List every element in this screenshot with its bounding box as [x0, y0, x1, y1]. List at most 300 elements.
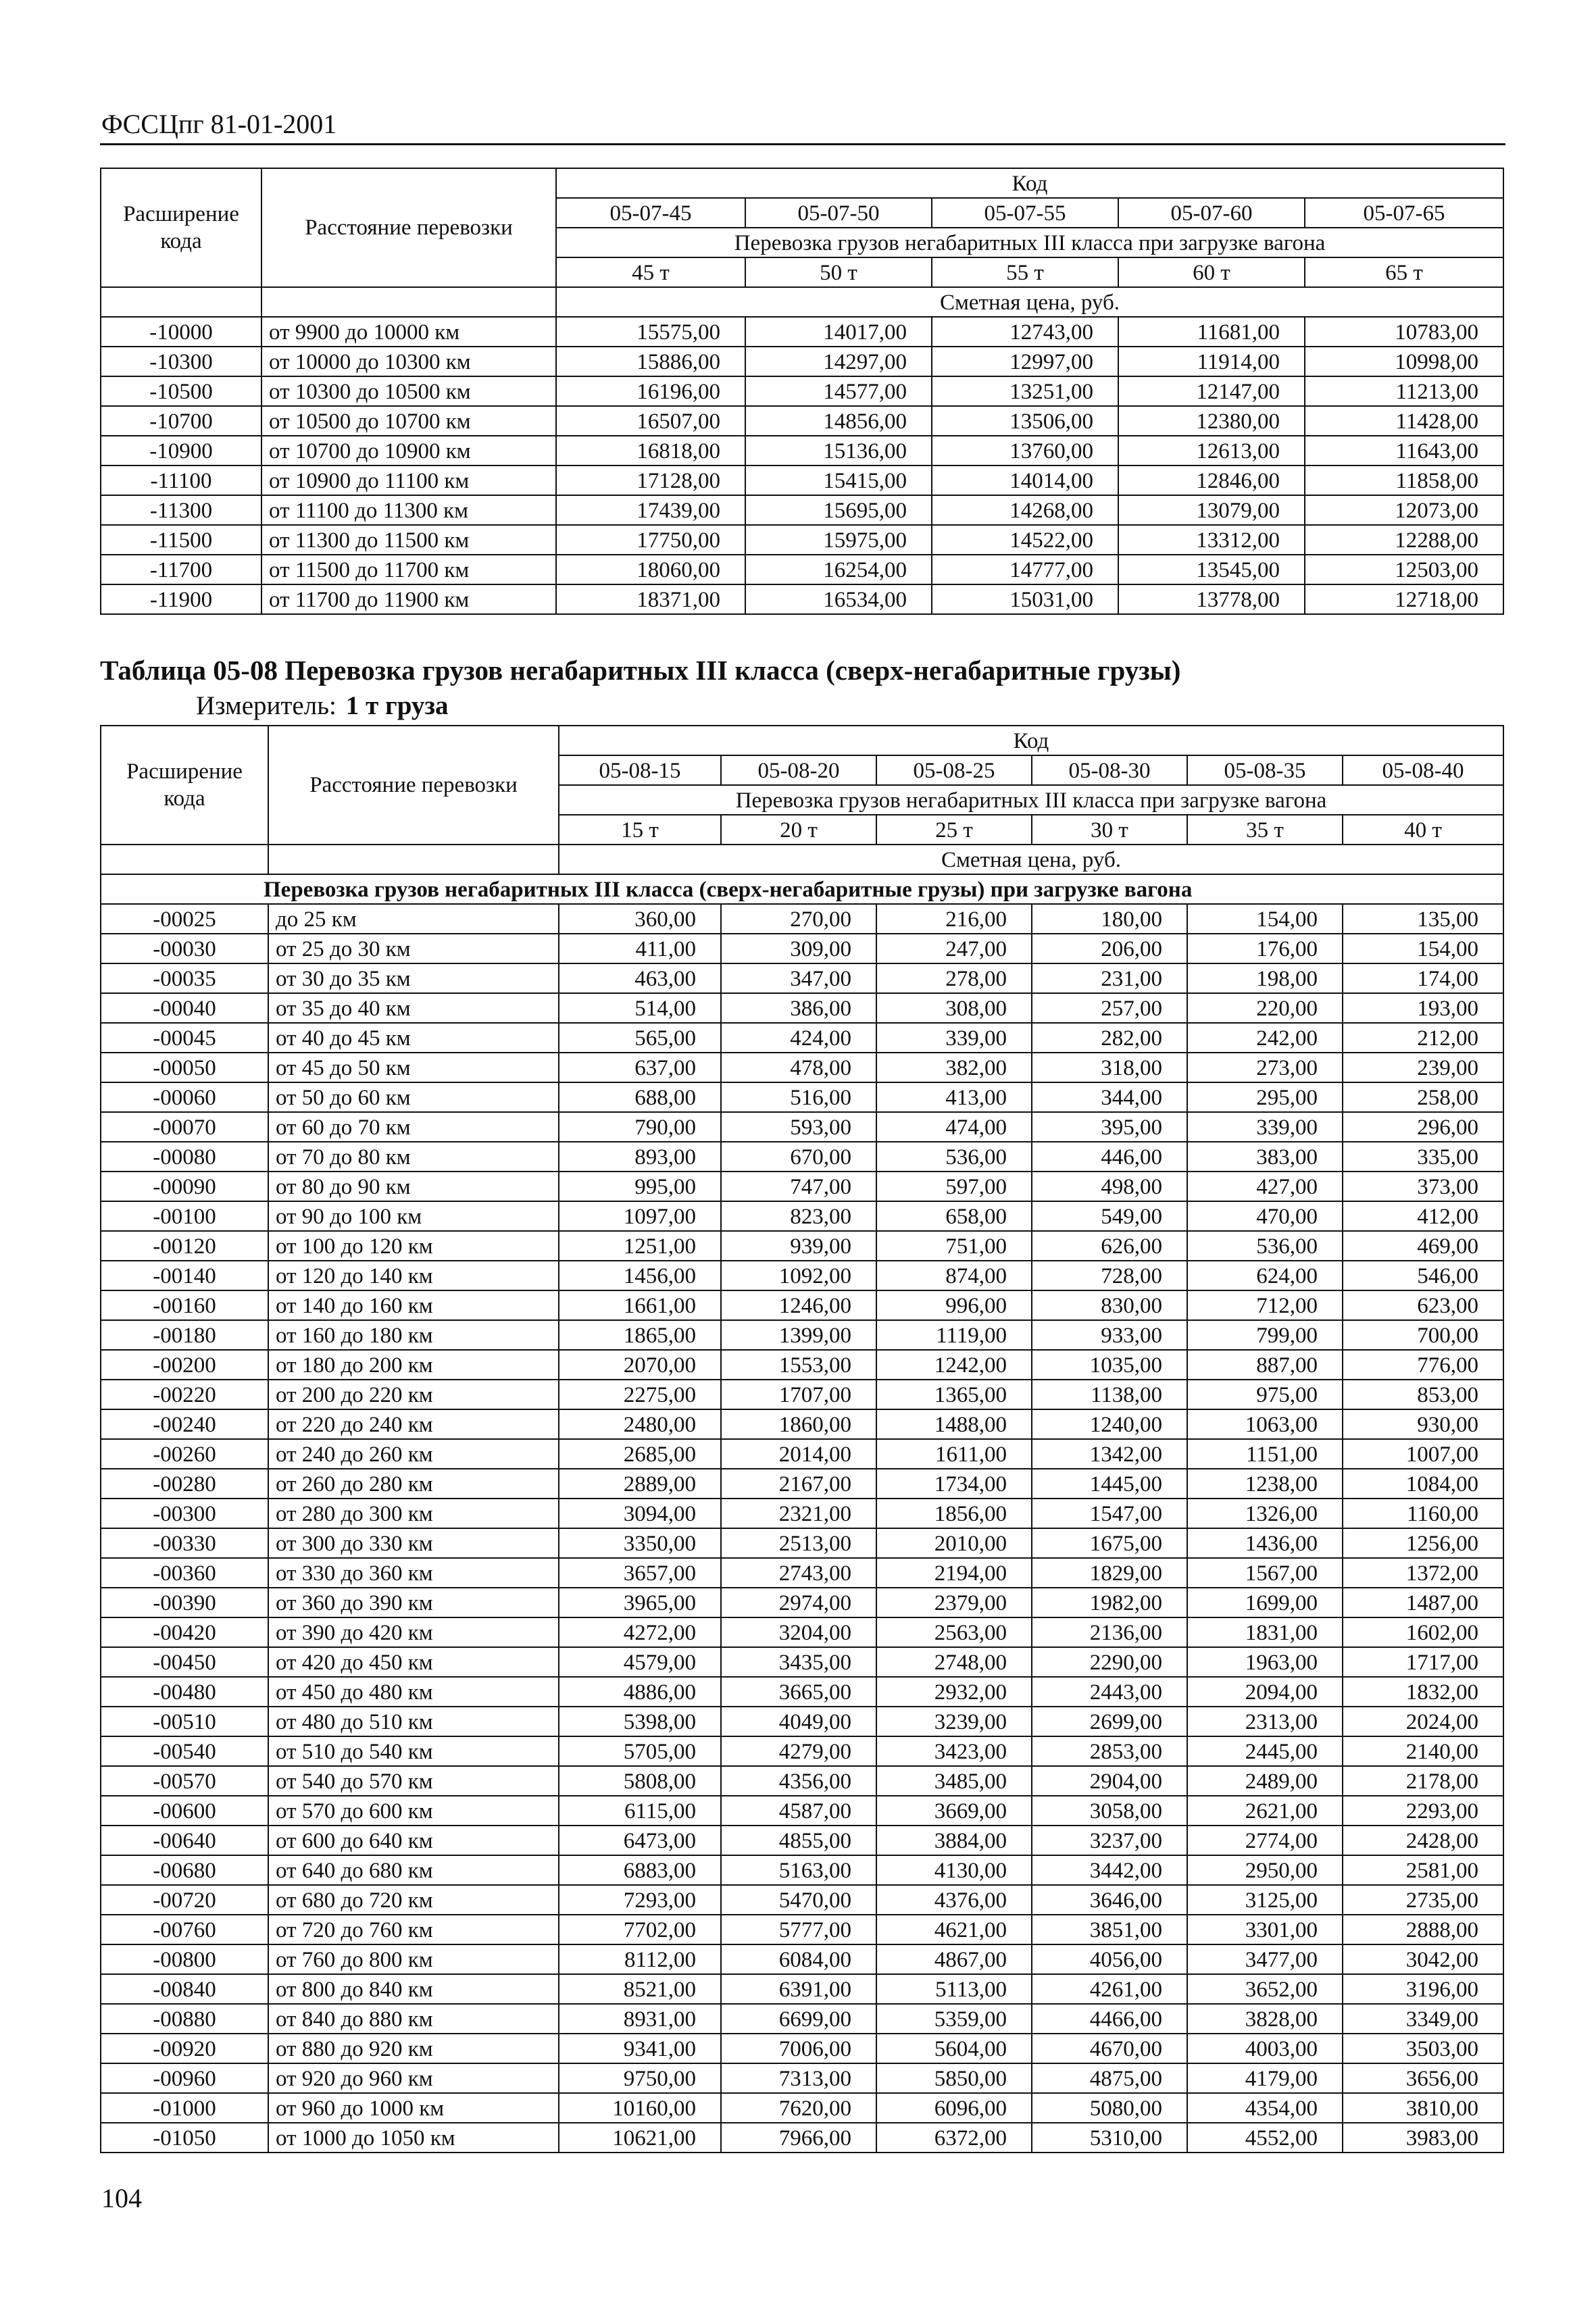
distance-cell: от 140 до 160 км	[268, 1290, 559, 1320]
header-rule	[100, 143, 1505, 145]
ext-code-cell: -00840	[101, 1974, 268, 2004]
distance-cell: от 420 до 450 км	[268, 1647, 559, 1677]
price-cell: 2094,00	[1187, 1677, 1343, 1707]
price-cell: 728,00	[1032, 1261, 1187, 1290]
ext-code-cell: -00300	[101, 1499, 268, 1528]
load-header: 25 т	[876, 815, 1032, 845]
price-cell: 1963,00	[1187, 1647, 1343, 1677]
ext-code-cell: -00070	[101, 1112, 268, 1142]
kod-header: Код	[556, 168, 1503, 198]
price-cell: 776,00	[1343, 1350, 1503, 1380]
price-cell: 2621,00	[1187, 1796, 1343, 1826]
table-row	[101, 1528, 1503, 1558]
price-cell: 13778,00	[1118, 584, 1305, 614]
price-cell: 3350,00	[559, 1528, 721, 1558]
price-cell: 1699,00	[1187, 1588, 1343, 1617]
price-table-05-08	[100, 725, 1504, 2153]
price-cell: 1342,00	[1032, 1439, 1187, 1469]
price-cell: 830,00	[1032, 1290, 1187, 1320]
distance-cell: от 11100 до 11300 км	[261, 495, 556, 525]
table-row	[101, 1677, 1503, 1707]
distance-cell: от 480 до 510 км	[268, 1707, 559, 1736]
price-cell: 4056,00	[1032, 1944, 1187, 1974]
price-cell: 7966,00	[721, 2123, 876, 2153]
code-header: 05-08-35	[1187, 755, 1343, 785]
distance-cell: от 1000 до 1050 км	[268, 2123, 559, 2153]
table-row	[101, 1082, 1503, 1112]
distance-cell: от 570 до 600 км	[268, 1796, 559, 1826]
ext-code-cell: -00640	[101, 1826, 268, 1855]
price-cell: 3884,00	[876, 1826, 1032, 1855]
price-cell: 12288,00	[1305, 525, 1503, 555]
price-cell: 360,00	[559, 904, 721, 934]
ext-code-cell: -00360	[101, 1558, 268, 1588]
table-row	[101, 1409, 1503, 1439]
ext-code-cell: -00480	[101, 1677, 268, 1707]
price-cell: 3042,00	[1343, 1944, 1503, 1974]
distance-cell: от 100 до 120 км	[268, 1231, 559, 1261]
distance-header: Расстояние перевозки	[261, 168, 556, 287]
distance-cell: от 360 до 390 км	[268, 1588, 559, 1617]
price-cell: 347,00	[721, 963, 876, 993]
table-row	[101, 993, 1503, 1023]
price-cell: 893,00	[559, 1142, 721, 1172]
page-header: ФССЦпг 81-01-2001	[101, 109, 337, 139]
price-cell: 14522,00	[932, 525, 1118, 555]
price-cell: 446,00	[1032, 1142, 1187, 1172]
price-cell: 5705,00	[559, 1736, 721, 1766]
price-cell: 1007,00	[1343, 1439, 1503, 1469]
price-cell: 2889,00	[559, 1469, 721, 1499]
ext-code-cell: -00120	[101, 1231, 268, 1261]
ext-code-cell: -00680	[101, 1855, 268, 1885]
distance-cell: от 10500 до 10700 км	[261, 406, 556, 436]
ext-code-cell: -00220	[101, 1380, 268, 1409]
price-cell: 247,00	[876, 934, 1032, 963]
blank-cell	[101, 287, 261, 317]
price-cell: 18371,00	[556, 584, 745, 614]
price-cell: 470,00	[1187, 1201, 1343, 1231]
table-row	[101, 406, 1503, 436]
price-cell: 1734,00	[876, 1469, 1032, 1499]
price-cell: 2445,00	[1187, 1736, 1343, 1766]
price-cell: 15575,00	[556, 317, 745, 347]
price-cell: 4855,00	[721, 1826, 876, 1855]
table-row	[101, 1796, 1503, 1826]
price-cell: 4579,00	[559, 1647, 721, 1677]
table-row	[101, 1885, 1503, 1915]
price-cell: 1445,00	[1032, 1469, 1187, 1499]
price-cell: 3204,00	[721, 1617, 876, 1647]
price-cell: 6473,00	[559, 1826, 721, 1855]
price-cell: 308,00	[876, 993, 1032, 1023]
price-cell: 2194,00	[876, 1558, 1032, 1588]
price-cell: 3301,00	[1187, 1915, 1343, 1944]
distance-cell: от 40 до 45 км	[268, 1023, 559, 1053]
price-cell: 198,00	[1187, 963, 1343, 993]
code-header: 05-08-20	[721, 755, 876, 785]
price-cell: 2290,00	[1032, 1647, 1187, 1677]
price-cell: 15031,00	[932, 584, 1118, 614]
ext-code-cell: -00045	[101, 1023, 268, 1053]
price-cell: 3983,00	[1343, 2123, 1503, 2153]
table-row	[101, 2034, 1503, 2063]
price-cell: 14017,00	[745, 317, 932, 347]
code-header: 05-07-60	[1118, 198, 1305, 228]
price-cell: 7313,00	[721, 2063, 876, 2093]
price-cell: 318,00	[1032, 1053, 1187, 1082]
price-cell: 7006,00	[721, 2034, 876, 2063]
price-cell: 1860,00	[721, 1409, 876, 1439]
price-cell: 174,00	[1343, 963, 1503, 993]
ext-code-cell: -00035	[101, 963, 268, 993]
distance-cell: от 35 до 40 км	[268, 993, 559, 1023]
price-cell: 2743,00	[721, 1558, 876, 1588]
price-cell: 1829,00	[1032, 1558, 1187, 1588]
ext-code-cell: -11900	[101, 584, 261, 614]
price-cell: 3058,00	[1032, 1796, 1187, 1826]
price-cell: 382,00	[876, 1053, 1032, 1082]
price-cell: 975,00	[1187, 1380, 1343, 1409]
ext-code-cell: -00600	[101, 1796, 268, 1826]
price-cell: 9750,00	[559, 2063, 721, 2093]
price-cell: 5850,00	[876, 2063, 1032, 2093]
distance-cell: от 680 до 720 км	[268, 1885, 559, 1915]
price-cell: 1982,00	[1032, 1588, 1187, 1617]
price-cell: 295,00	[1187, 1082, 1343, 1112]
distance-header: Расстояние перевозки	[268, 726, 559, 845]
load-header: 15 т	[559, 815, 721, 845]
price-cell: 700,00	[1343, 1320, 1503, 1350]
ext-code-cell: -00420	[101, 1617, 268, 1647]
table-row	[101, 2004, 1503, 2034]
price-cell: 1119,00	[876, 1320, 1032, 1350]
price-cell: 10160,00	[559, 2093, 721, 2123]
price-cell: 565,00	[559, 1023, 721, 1053]
code-header: 05-08-15	[559, 755, 721, 785]
price-cell: 6084,00	[721, 1944, 876, 1974]
page-number: 104	[101, 2183, 142, 2213]
price-cell: 335,00	[1343, 1142, 1503, 1172]
price-cell: 282,00	[1032, 1023, 1187, 1053]
price-cell: 2853,00	[1032, 1736, 1187, 1766]
ext-code-cell: -00540	[101, 1736, 268, 1766]
table-row	[101, 1617, 1503, 1647]
price-cell: 3485,00	[876, 1766, 1032, 1796]
ext-code-cell: -11700	[101, 555, 261, 584]
ext-code-cell: -10500	[101, 376, 261, 406]
price-cell: 3656,00	[1343, 2063, 1503, 2093]
price-cell: 4179,00	[1187, 2063, 1343, 2093]
price-cell: 1832,00	[1343, 1677, 1503, 1707]
price-cell: 5359,00	[876, 2004, 1032, 2034]
price-cell: 2136,00	[1032, 1617, 1187, 1647]
price-cell: 1084,00	[1343, 1469, 1503, 1499]
price-cell: 14856,00	[745, 406, 932, 436]
price-cell: 2275,00	[559, 1380, 721, 1409]
price-cell: 17439,00	[556, 495, 745, 525]
price-cell: 13545,00	[1118, 555, 1305, 584]
distance-cell: от 760 до 800 км	[268, 1944, 559, 1974]
blank-cell	[101, 845, 268, 874]
section-label: Перевозка грузов негабаритных III класса (сверх-негабаритные грузы) при загрузке вагона	[101, 874, 1503, 904]
table-row	[101, 1855, 1503, 1885]
price-cell: 16818,00	[556, 436, 745, 466]
price-cell: 14777,00	[932, 555, 1118, 584]
price-cell: 4552,00	[1187, 2123, 1343, 2153]
price-cell: 1160,00	[1343, 1499, 1503, 1528]
price-cell: 5808,00	[559, 1766, 721, 1796]
distance-cell: от 10000 до 10300 км	[261, 347, 556, 376]
price-cell: 688,00	[559, 1082, 721, 1112]
price-cell: 212,00	[1343, 1023, 1503, 1053]
distance-cell: от 960 до 1000 км	[268, 2093, 559, 2123]
price-cell: 1611,00	[876, 1439, 1032, 1469]
table-row	[101, 1736, 1503, 1766]
price-cell: 220,00	[1187, 993, 1343, 1023]
price-cell: 790,00	[559, 1112, 721, 1142]
price-cell: 2685,00	[559, 1439, 721, 1469]
price-cell: 1856,00	[876, 1499, 1032, 1528]
price-cell: 549,00	[1032, 1201, 1187, 1231]
table-row	[101, 1707, 1503, 1736]
distance-cell: от 11300 до 11500 км	[261, 525, 556, 555]
price-cell: 1456,00	[559, 1261, 721, 1290]
price-cell: 823,00	[721, 1201, 876, 1231]
table-row	[101, 436, 1503, 466]
price-cell: 411,00	[559, 934, 721, 963]
price-cell: 4279,00	[721, 1736, 876, 1766]
load-header: 40 т	[1343, 815, 1503, 845]
ext-code-cell: -10300	[101, 347, 261, 376]
table-row	[101, 1290, 1503, 1320]
distance-cell: от 10300 до 10500 км	[261, 376, 556, 406]
price-cell: 8931,00	[559, 2004, 721, 2034]
table-row	[101, 1380, 1503, 1409]
load-header: 45 т	[556, 257, 745, 287]
price-cell: 2379,00	[876, 1588, 1032, 1617]
price-cell: 3477,00	[1187, 1944, 1343, 1974]
price-cell: 874,00	[876, 1261, 1032, 1290]
table-row	[101, 347, 1503, 376]
distance-cell: от 200 до 220 км	[268, 1380, 559, 1409]
ext-code-cell: -11300	[101, 495, 261, 525]
load-header: 20 т	[721, 815, 876, 845]
price-cell: 242,00	[1187, 1023, 1343, 1053]
distance-cell: от 260 до 280 км	[268, 1469, 559, 1499]
price-cell: 193,00	[1343, 993, 1503, 1023]
ext-code-cell: -01000	[101, 2093, 268, 2123]
price-cell: 3652,00	[1187, 1974, 1343, 2004]
price-cell: 1138,00	[1032, 1380, 1187, 1409]
price-cell: 14268,00	[932, 495, 1118, 525]
table-row	[101, 1944, 1503, 1974]
table-row	[101, 934, 1503, 963]
price-cell: 4261,00	[1032, 1974, 1187, 2004]
price-cell: 1567,00	[1187, 1558, 1343, 1588]
price-cell: 670,00	[721, 1142, 876, 1172]
distance-cell: от 70 до 80 км	[268, 1142, 559, 1172]
price-cell: 10621,00	[559, 2123, 721, 2153]
price-cell: 1035,00	[1032, 1350, 1187, 1380]
price-cell: 930,00	[1343, 1409, 1503, 1439]
price-cell: 12380,00	[1118, 406, 1305, 436]
price-cell: 5470,00	[721, 1885, 876, 1915]
price-cell: 2443,00	[1032, 1677, 1187, 1707]
price-cell: 5777,00	[721, 1915, 876, 1944]
table-row	[101, 1350, 1503, 1380]
price-cell: 427,00	[1187, 1172, 1343, 1201]
price-cell: 373,00	[1343, 1172, 1503, 1201]
price-cell: 474,00	[876, 1112, 1032, 1142]
ext-code-cell: -00260	[101, 1439, 268, 1469]
distance-cell: от 720 до 760 км	[268, 1915, 559, 1944]
ext-code-cell: -00030	[101, 934, 268, 963]
table-header	[101, 168, 1503, 317]
price-cell: 2010,00	[876, 1528, 1032, 1558]
price-cell: 2014,00	[721, 1439, 876, 1469]
price-cell: 413,00	[876, 1082, 1032, 1112]
price-cell: 1240,00	[1032, 1409, 1187, 1439]
price-cell: 799,00	[1187, 1320, 1343, 1350]
ext-code-cell: -00080	[101, 1142, 268, 1172]
price-cell: 257,00	[1032, 993, 1187, 1023]
price-cell: 2178,00	[1343, 1766, 1503, 1796]
price-cell: 296,00	[1343, 1112, 1503, 1142]
table-row	[101, 495, 1503, 525]
price-cell: 1547,00	[1032, 1499, 1187, 1528]
price-cell: 1399,00	[721, 1320, 876, 1350]
price-cell: 9341,00	[559, 2034, 721, 2063]
price-cell: 4356,00	[721, 1766, 876, 1796]
distance-cell: от 9900 до 10000 км	[261, 317, 556, 347]
price-cell: 6115,00	[559, 1796, 721, 1826]
ext-code-cell: -00090	[101, 1172, 268, 1201]
ext-code-cell: -00200	[101, 1350, 268, 1380]
distance-cell: от 510 до 540 км	[268, 1736, 559, 1766]
price-cell: 623,00	[1343, 1290, 1503, 1320]
price-cell: 2321,00	[721, 1499, 876, 1528]
unit-label: Измеритель:	[196, 691, 336, 720]
price-cell: 339,00	[876, 1023, 1032, 1053]
price-cell: 1365,00	[876, 1380, 1032, 1409]
price-cell: 1831,00	[1187, 1617, 1343, 1647]
price-cell: 3349,00	[1343, 2004, 1503, 2034]
price-cell: 2888,00	[1343, 1915, 1503, 1944]
ext-code-cell: -00140	[101, 1261, 268, 1290]
price-cell: 7702,00	[559, 1915, 721, 1944]
price-cell: 546,00	[1343, 1261, 1503, 1290]
distance-cell: от 10700 до 10900 км	[261, 436, 556, 466]
table-row	[101, 1558, 1503, 1588]
code-header: 05-08-40	[1343, 755, 1503, 785]
cargo-label: Перевозка грузов негабаритных III класса при загрузке вагона	[559, 785, 1503, 815]
ext-code-cell: -00960	[101, 2063, 268, 2093]
distance-cell: от 11500 до 11700 км	[261, 555, 556, 584]
price-cell: 12846,00	[1118, 466, 1305, 495]
price-cell: 11428,00	[1305, 406, 1503, 436]
ext-code-cell: -10900	[101, 436, 261, 466]
price-cell: 3503,00	[1343, 2034, 1503, 2063]
ext-code-cell: -00880	[101, 2004, 268, 2034]
load-header: 50 т	[745, 257, 932, 287]
price-cell: 996,00	[876, 1290, 1032, 1320]
price-cell: 15136,00	[745, 436, 932, 466]
price-cell: 6096,00	[876, 2093, 1032, 2123]
table-row	[101, 1261, 1503, 1290]
ext-code-cell: -00330	[101, 1528, 268, 1558]
table-body	[101, 904, 1503, 2153]
price-label: Сметная цена, руб.	[556, 287, 1503, 317]
load-header: 60 т	[1118, 257, 1305, 287]
price-cell: 7620,00	[721, 2093, 876, 2123]
price-cell: 3828,00	[1187, 2004, 1343, 2034]
price-cell: 1326,00	[1187, 1499, 1343, 1528]
price-cell: 424,00	[721, 1023, 876, 1053]
ext-code-cell: -00160	[101, 1290, 268, 1320]
unit-line	[196, 690, 449, 721]
price-cell: 16534,00	[745, 584, 932, 614]
ext-code-header: Расширение кода	[101, 726, 268, 845]
price-cell: 469,00	[1343, 1231, 1503, 1261]
price-cell: 1151,00	[1187, 1439, 1343, 1469]
table-row	[101, 1023, 1503, 1053]
distance-cell: от 220 до 240 км	[268, 1409, 559, 1439]
distance-cell: от 240 до 260 км	[268, 1439, 559, 1469]
price-cell: 3423,00	[876, 1736, 1032, 1766]
price-cell: 1488,00	[876, 1409, 1032, 1439]
price-cell: 1602,00	[1343, 1617, 1503, 1647]
price-cell: 258,00	[1343, 1082, 1503, 1112]
price-cell: 2313,00	[1187, 1707, 1343, 1736]
distance-cell: от 880 до 920 км	[268, 2034, 559, 2063]
price-cell: 1251,00	[559, 1231, 721, 1261]
table-row	[101, 1201, 1503, 1231]
distance-cell: от 30 до 35 км	[268, 963, 559, 993]
price-cell: 4466,00	[1032, 2004, 1187, 2034]
price-cell: 1436,00	[1187, 1528, 1343, 1558]
price-cell: 2974,00	[721, 1588, 876, 1617]
price-cell: 478,00	[721, 1053, 876, 1082]
price-cell: 13760,00	[932, 436, 1118, 466]
price-cell: 1063,00	[1187, 1409, 1343, 1439]
price-cell: 2748,00	[876, 1647, 1032, 1677]
price-cell: 278,00	[876, 963, 1032, 993]
price-cell: 11213,00	[1305, 376, 1503, 406]
price-cell: 11681,00	[1118, 317, 1305, 347]
distance-cell: от 45 до 50 км	[268, 1053, 559, 1082]
ext-code-cell: -00920	[101, 2034, 268, 2063]
distance-cell: от 60 до 70 км	[268, 1112, 559, 1142]
price-cell: 309,00	[721, 934, 876, 963]
price-cell: 6883,00	[559, 1855, 721, 1885]
ext-code-cell: -00280	[101, 1469, 268, 1499]
price-cell: 3196,00	[1343, 1974, 1503, 2004]
table-row	[101, 1053, 1503, 1082]
price-cell: 12718,00	[1305, 584, 1503, 614]
price-cell: 5310,00	[1032, 2123, 1187, 2153]
table-row	[101, 1172, 1503, 1201]
table-row	[101, 1826, 1503, 1855]
distance-cell: от 540 до 570 км	[268, 1766, 559, 1796]
price-cell: 536,00	[1187, 1231, 1343, 1261]
price-cell: 626,00	[1032, 1231, 1187, 1261]
table-row	[101, 376, 1503, 406]
table-row	[101, 555, 1503, 584]
price-label: Сметная цена, руб.	[559, 845, 1503, 874]
distance-cell: от 25 до 30 км	[268, 934, 559, 963]
table-header	[101, 726, 1503, 904]
